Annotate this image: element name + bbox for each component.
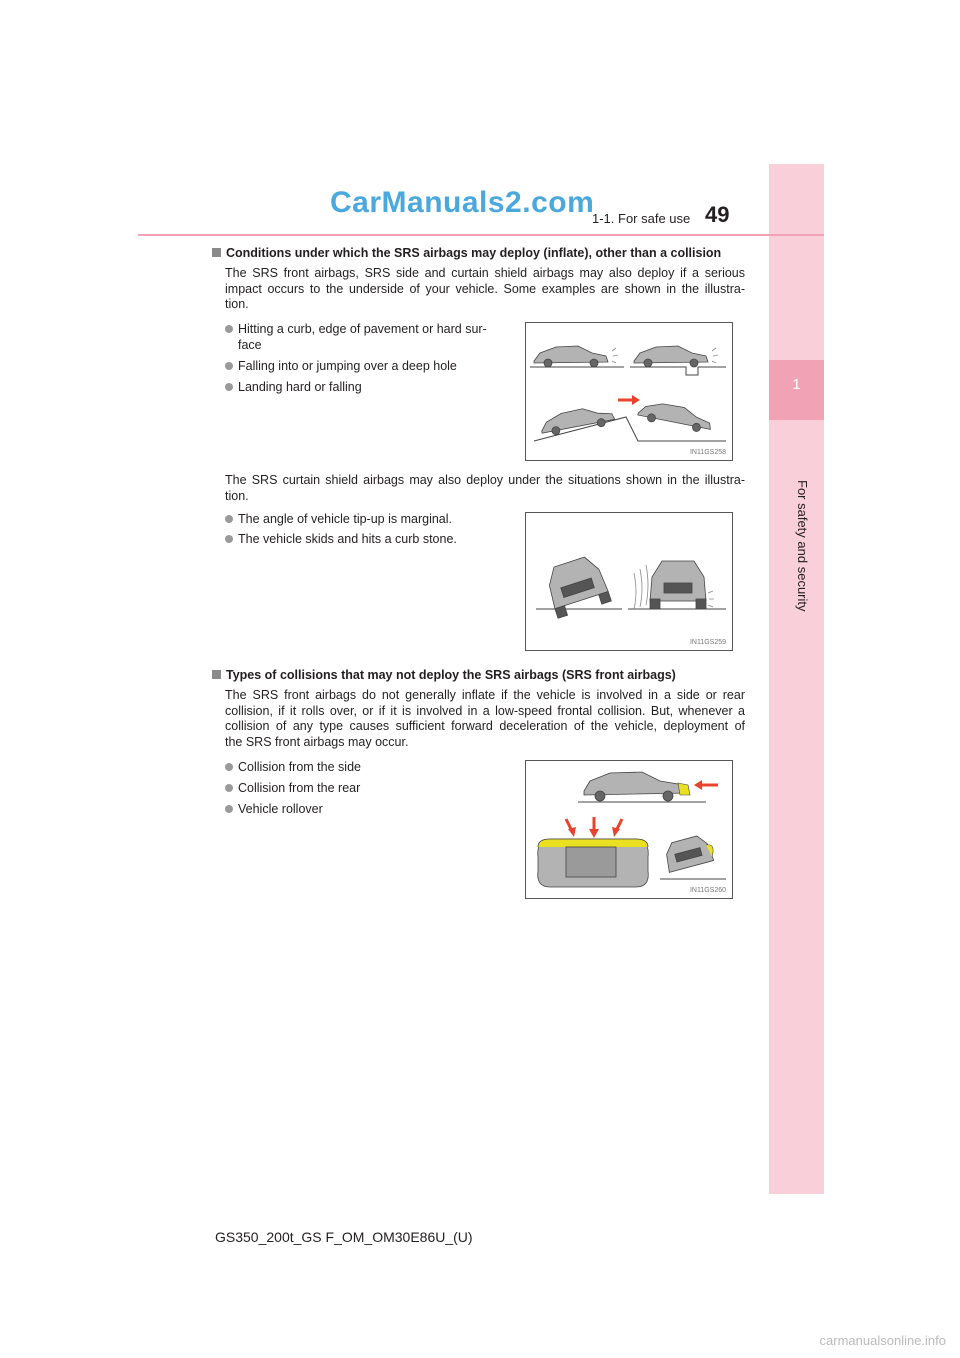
bullet-side-collision: Collision from the side [225, 759, 361, 775]
figure-no-deploy-collisions [525, 760, 733, 899]
section-title: 1-1. For safe use [592, 211, 691, 226]
bullet-skid: The vehicle skids and hits a curb stone. [225, 531, 457, 547]
bullet-icon [225, 383, 233, 391]
chapter-label: For safety and security [795, 480, 810, 612]
bullet-icon [225, 805, 233, 813]
bullet-curb: Hitting a curb, edge of pavement or hard sur- face [225, 321, 515, 353]
watermark-logo[interactable]: CarManuals2.com [330, 186, 595, 219]
figure-code: IN11GS259 [689, 639, 726, 646]
header-rule [138, 234, 824, 236]
document-code: GS350_200t_GS F_OM_OM30E86U_(U) [215, 1229, 473, 1245]
heading-square-icon [212, 248, 221, 257]
bullet-icon [225, 535, 233, 543]
page-number: 49 [705, 202, 730, 227]
deploy-situations-illustration [526, 323, 732, 460]
section1-heading: Conditions under which the SRS airbags may deploy (inflate), other than a collision [212, 246, 721, 260]
figure-deploy-situations [525, 322, 733, 461]
section2-heading: Types of collisions that may not deploy the SRS airbags (SRS front airbags) [212, 668, 676, 682]
curtain-situations-illustration [526, 513, 732, 650]
figure-code: IN11GS260 [689, 887, 726, 894]
figure-curtain-situations [525, 512, 733, 651]
footer-watermark[interactable]: carmanualsonline.info [819, 1333, 946, 1348]
bullet-icon [225, 515, 233, 523]
bullet-icon [225, 763, 233, 771]
bullet-hole: Falling into or jumping over a deep hole [225, 358, 457, 374]
chapter-number: 1 [792, 376, 801, 393]
section2-paragraph: The SRS front airbags do not generally inflate if the vehicle is involved in a side or rear collision, if it rolls over, or if it is involved in a low-speed frontal collision. But, whenever a collision of any type causes sufficient forward deceleration of the vehicle, deployment of the SRS front airbags may occur. [225, 688, 745, 750]
bullet-tip-up: The angle of vehicle tip-up is marginal. [225, 511, 452, 527]
bullet-icon [225, 784, 233, 792]
bullet-landing: Landing hard or falling [225, 379, 362, 395]
section1-paragraph2: The SRS curtain shield airbags may also deploy under the situations shown in the illustra- tion. [225, 473, 745, 503]
bullet-icon [225, 325, 233, 333]
figure-code: IN11GS258 [689, 449, 726, 456]
heading-square-icon [212, 670, 221, 679]
section1-paragraph: The SRS front airbags, SRS side and curtain shield airbags may also deploy if a serious impact occurs to the underside of your vehicle. Some examples are shown in the illustra- tion. [225, 266, 745, 312]
bullet-icon [225, 362, 233, 370]
bullet-rear-collision: Collision from the rear [225, 780, 360, 796]
no-deploy-illustration [526, 761, 732, 898]
bullet-rollover: Vehicle rollover [225, 801, 323, 817]
